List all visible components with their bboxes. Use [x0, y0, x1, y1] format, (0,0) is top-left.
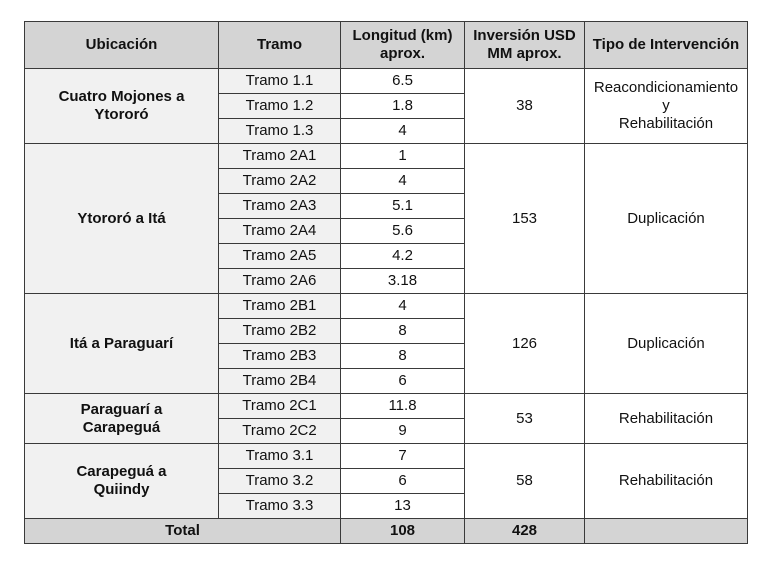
longitud-cell: 1.8 [341, 94, 465, 119]
tramo-cell: Tramo 2B4 [219, 369, 341, 394]
tramo-cell: Tramo 2A5 [219, 244, 341, 269]
header-inversion-line2: MM aprox. [487, 45, 562, 62]
tipo-cell [585, 294, 748, 394]
total-tipo [585, 519, 748, 544]
longitud-cell: 9 [341, 419, 465, 444]
tramo-cell: Tramo 2C2 [219, 419, 341, 444]
table-body [25, 69, 748, 519]
inversion-cell: 58 [465, 444, 585, 519]
tramo-cell: Tramo 1.2 [219, 94, 341, 119]
header-longitud-line2: aprox. [379, 45, 425, 62]
header-tramo: Tramo [219, 22, 341, 69]
longitud-cell: 8 [341, 344, 465, 369]
header-inversion-line1: Inversión USD [473, 27, 576, 44]
investment-table [24, 21, 748, 544]
total-longitud: 108 [341, 519, 465, 544]
longitud-cell: 3.18 [341, 269, 465, 294]
location-cell [25, 69, 219, 144]
longitud-cell: 1 [341, 144, 465, 169]
tramo-cell: Tramo 1.3 [219, 119, 341, 144]
longitud-cell: 4.2 [341, 244, 465, 269]
tramo-cell: Tramo 3.1 [219, 444, 341, 469]
location-cell [25, 444, 219, 519]
total-row [25, 519, 748, 544]
tipo-line: Rehabilitación [618, 409, 714, 427]
longitud-cell: 8 [341, 319, 465, 344]
longitud-cell: 4 [341, 294, 465, 319]
tramo-cell: Tramo 3.2 [219, 469, 341, 494]
header-inversion [465, 22, 585, 69]
tramo-cell: Tramo 2B3 [219, 344, 341, 369]
longitud-cell: 7 [341, 444, 465, 469]
tramo-cell: Tramo 2A6 [219, 269, 341, 294]
tipo-line: Reacondicionamiento y [593, 79, 739, 114]
tipo-line: Duplicación [627, 334, 705, 352]
tramo-cell: Tramo 2B1 [219, 294, 341, 319]
location-line: Ytororó a Itá [77, 209, 166, 227]
location-line: Paraguarí a [80, 400, 163, 418]
tramo-cell: Tramo 2A1 [219, 144, 341, 169]
location-line: Itá a Paraguarí [69, 334, 174, 352]
header-longitud [341, 22, 465, 69]
inversion-cell: 153 [465, 144, 585, 294]
table-row [25, 69, 748, 94]
table-row [25, 444, 748, 469]
inversion-cell: 53 [465, 394, 585, 444]
longitud-cell: 6.5 [341, 69, 465, 94]
location-cell [25, 394, 219, 444]
tramo-cell: Tramo 2A2 [219, 169, 341, 194]
longitud-cell: 5.6 [341, 219, 465, 244]
longitud-cell: 6 [341, 369, 465, 394]
location-line: Carapeguá a [76, 463, 167, 480]
header-tipo: Tipo de Intervención [585, 22, 748, 69]
location-line: Carapeguá [82, 418, 161, 436]
tipo-line: Duplicación [627, 209, 705, 227]
tipo-line: Rehabilitación [618, 115, 714, 132]
total-label: Total [25, 519, 341, 544]
location-cell [25, 144, 219, 294]
tipo-line: Rehabilitación [618, 472, 714, 489]
tramo-cell: Tramo 2C1 [219, 394, 341, 419]
longitud-cell: 13 [341, 494, 465, 519]
header-longitud-line1: Longitud (km) [352, 27, 453, 44]
tipo-cell [585, 69, 748, 144]
tipo-cell [585, 444, 748, 519]
location-line: Quiindy [93, 481, 150, 498]
longitud-cell: 4 [341, 169, 465, 194]
tramo-cell: Tramo 3.3 [219, 494, 341, 519]
longitud-cell: 11.8 [341, 394, 465, 419]
total-inversion: 428 [465, 519, 585, 544]
location-line: Ytororó [94, 106, 149, 123]
tipo-cell [585, 144, 748, 294]
table-row [25, 144, 748, 169]
table-row [25, 294, 748, 319]
tipo-cell [585, 394, 748, 444]
longitud-cell: 4 [341, 119, 465, 144]
tramo-cell: Tramo 2B2 [219, 319, 341, 344]
tramo-cell: Tramo 2A3 [219, 194, 341, 219]
inversion-cell: 38 [465, 69, 585, 144]
longitud-cell: 5.1 [341, 194, 465, 219]
location-cell [25, 294, 219, 394]
longitud-cell: 6 [341, 469, 465, 494]
table-row [25, 394, 748, 419]
tramo-cell: Tramo 1.1 [219, 69, 341, 94]
inversion-cell: 126 [465, 294, 585, 394]
header-ubicacion: Ubicación [25, 22, 219, 69]
tramo-cell: Tramo 2A4 [219, 219, 341, 244]
header-row [25, 22, 748, 69]
location-line: Cuatro Mojones a [58, 88, 185, 105]
